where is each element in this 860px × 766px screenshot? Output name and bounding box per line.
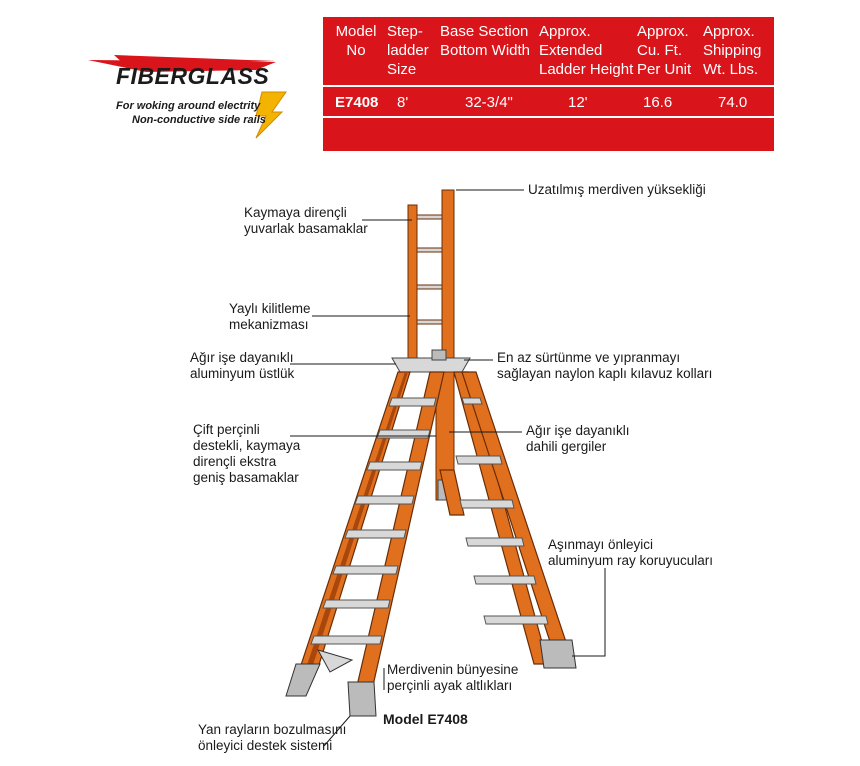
- cell-cuft: 16.6: [643, 94, 673, 111]
- header-width: Base Section Bottom Width: [440, 23, 531, 59]
- cell-size: 8': [397, 94, 409, 111]
- callout-round-rungs: Kaymaya dirençli yuvarlak basamaklar: [244, 205, 368, 236]
- cell-weight: 74.0: [718, 94, 748, 111]
- brace-system: [318, 650, 352, 672]
- header-cuft: Approx. Cu. Ft. Per Unit: [637, 23, 692, 78]
- header-size: Step- ladder Size: [387, 23, 429, 78]
- spec-table: [323, 17, 774, 151]
- tagline-2: Non-conductive side rails: [132, 114, 266, 126]
- header-weight: Approx. Shipping Wt. Lbs.: [703, 23, 762, 78]
- callout-double-riveted: Çift perçinli destekli, kaymaya dirençli ekstra geniş basamaklar: [193, 422, 301, 485]
- callout-rail-shields: Aşınmayı önleyici aluminyum ray koruyucuları: [548, 537, 714, 568]
- model-caption: Model E7408: [383, 711, 468, 727]
- callout-spring-lock: Yaylı kilitleme mekanizması: [229, 301, 311, 332]
- fiberglass-logo: [86, 52, 306, 142]
- tagline-1: For woking around electrity: [116, 100, 261, 112]
- header-model: Model No: [335, 23, 377, 59]
- callout-aluminum-top: Ağır işe dayanıklı aluminyum üstlük: [190, 350, 295, 381]
- cell-model: E7408: [335, 94, 379, 111]
- fly-section: [408, 190, 454, 365]
- front-steps: [311, 398, 436, 644]
- table-divider-bottom: [323, 116, 774, 118]
- top-cap: [392, 350, 470, 372]
- brand-name: FIBERGLASS: [116, 63, 270, 89]
- callout-riveted-feet: Merdivenin bünyesine perçinli ayak altlıkları: [387, 662, 519, 693]
- rear-feet: [540, 640, 576, 668]
- cell-width: 32-3/4": [465, 94, 513, 111]
- callout-extended-height: Uzatılmış merdiven yüksekliği: [528, 182, 706, 197]
- cell-height: 12': [568, 94, 588, 111]
- header-height: Approx. Extended Ladder Height: [539, 23, 634, 78]
- callout-braces: Ağır işe dayanıklı dahili gergiler: [526, 423, 630, 454]
- callout-guide-brackets: En az sürtünme ve yıpranmayı sağlayan naylon kaplı kılavuz kolları: [497, 350, 713, 381]
- table-divider: [323, 85, 774, 87]
- callout-brace-system: Yan rayların bozulmasını önleyici destek sistemi: [198, 722, 347, 753]
